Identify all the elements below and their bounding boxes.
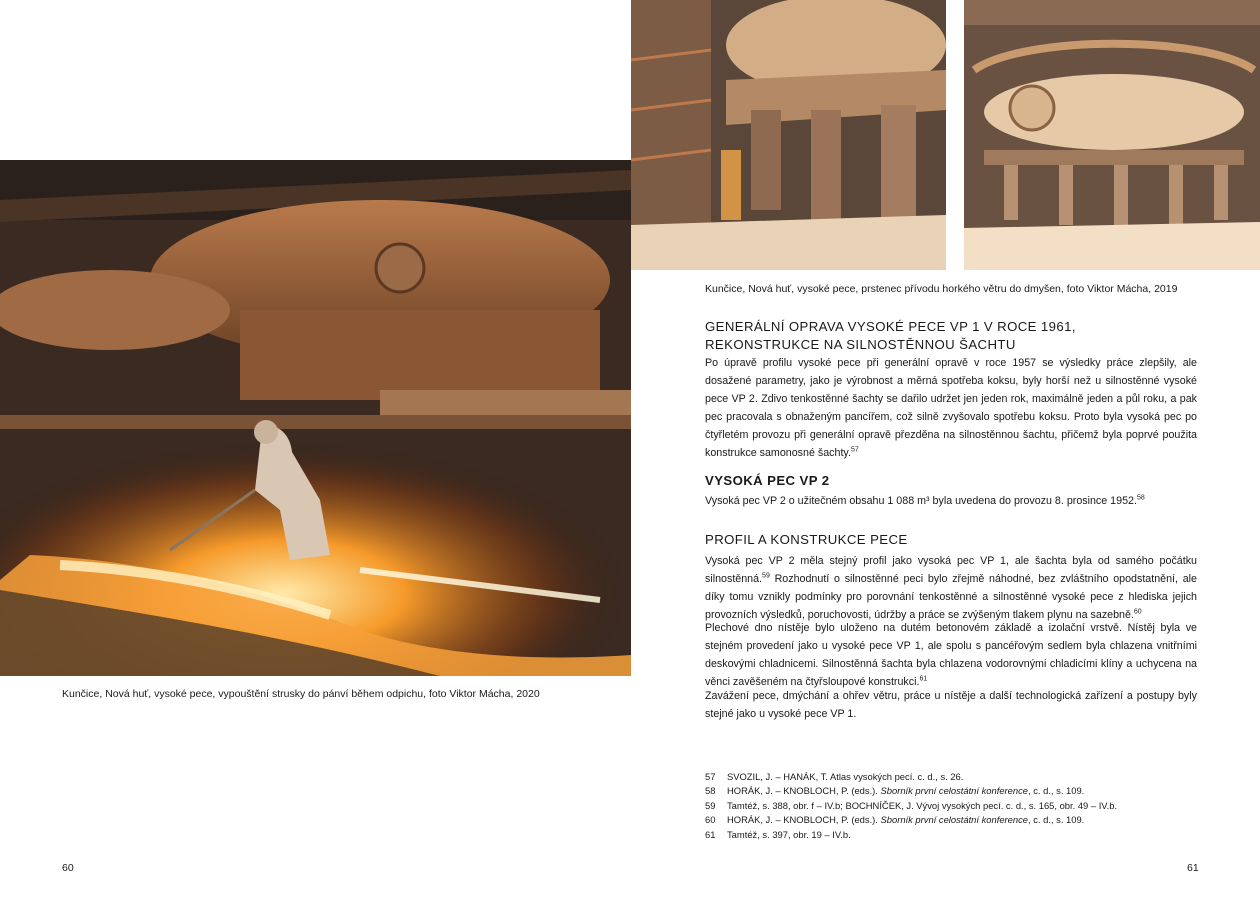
footnote-ref-61: 61	[919, 675, 928, 683]
top-photo-left	[631, 0, 946, 270]
section2-heading: VYSOKÁ PEC VP 2	[705, 473, 830, 488]
section1-paragraph: Po úpravě profilu vysoké pece při generální opravě v roce 1957 se výsledky práce zlepšily, ale dosažené parametry, jako je výrobnost a měrná spotřeba koksu, byly horší než u silnostěnné vysoké pece VP 2. Zdivo tenkostěnné šachty se dařilo udržet jen jeden rok, maximálně jeden a půl roku, a pak pec pracovala s obnaženým pancířem, což silně zvyšovalo spotřebu koksu. Proto byla vysoká pec po čtyřletém provozu při generální opravě přezděna na silnostěnnou šachtu, přičemž byla poprvé použita konstrukce samonosné šachty.$^{57}$	[705, 357, 1197, 459]
main-photo-illustration	[0, 160, 631, 676]
footnote-ref-59: 59	[762, 572, 770, 580]
footnote-59: 59 Tamtéž, s. 388, obr. f – IV.b; BOCHNÍČEK, J. Vývoj vysokých pecí. c. d., s. 165, obr. 49 – IV.b.	[705, 799, 1118, 811]
section3-paragraph1: Vysoká pec VP 2 měla stejný profil jako vysoká pec VP 1, ale šachta byla od samého počátku silnostěnná.$^{59}$ Rozhodnutí o silnostěnné peci bylo zřejmě náhodné, bez zvláštního opodstatnění, ale díky tomu vznikly podmínky pro porovnání tenkostěnné a silnostěnné vysoké pece z hlediska jejich provozních výsledků, poruchovosti, údržby a práce se zvýšeným tlakem plynu na sazebně.$^{60}$	[705, 555, 1197, 621]
section1-heading-line1: GENERÁLNÍ OPRAVA VYSOKÉ PECE VP 1 V ROCE 1961,	[705, 319, 1076, 334]
footnote-58: 58 HORÁK, J. – KNOBLOCH, P. (eds.). Sborník první celostátní konference, c. d., s. 109.	[705, 785, 1085, 797]
top-photo-left-illustration	[631, 0, 946, 270]
footnote-60: 60 HORÁK, J. – KNOBLOCH, P. (eds.). Sborník první celostátní konference, c. d., s. 109.	[705, 814, 1085, 826]
footnote-57: 57 SVOZIL, J. – HANÁK, T. Atlas vysokých pecí. c. d., s. 26.	[705, 771, 964, 782]
footnote-ref-58: 58	[1136, 494, 1145, 502]
main-photo	[0, 160, 631, 676]
section1-heading	[705, 318, 1076, 354]
section3-heading: PROFIL A KONSTRUKCE PECE	[705, 532, 908, 547]
right-photo-caption: Kunčice, Nová huť, vysoké pece, prstenec přívodu horkého větru do dmyšen, foto Viktor Mácha, 2019	[705, 283, 1178, 295]
section3-paragraph3: Zavážení pece, dmýchání a ohřev větru, práce u nístěje a další technologická zařízení a postupy byly stejné jako u vysoké pece VP 1.	[705, 690, 1197, 720]
footnotes	[705, 770, 1205, 842]
section1-heading-line2: REKONSTRUKCE NA SILNOSTĚNNOU ŠACHTU	[705, 337, 1016, 352]
left-photo-caption: Kunčice, Nová huť, vysoké pece, vypouštění strusky do pánví během odpichu, foto Viktor Mácha, 2020	[62, 688, 540, 700]
footnote-61: 61 Tamtéž, s. 397, obr. 19 – IV.b.	[705, 828, 851, 840]
footnote-ref-57: 57	[850, 446, 859, 454]
section3-paragraph2: Plechové dno nístěje bylo uloženo na dutém betonovém základě a izolační vrstvě. Nístěj byla ve stejném provedení jako u vysoké pece VP 1, ale spolu s pancéřovým sedlem byla chlazena vnitřními deskovými chladnicemi. Silnostěnná šachta byla chlazena vodorovnými chladicími klíny a uchycena na věnci zavěšeném na čtyřsloupové konstrukci.$^{61}$	[705, 622, 1197, 688]
footnote-ref-60: 60	[1133, 608, 1142, 616]
page-number-right: 61	[1187, 862, 1199, 874]
top-photo-right-illustration	[964, 0, 1260, 270]
page-number-left: 60	[62, 862, 74, 874]
top-photo-right	[964, 0, 1260, 270]
section2-paragraph: Vysoká pec VP 2 o užitečném obsahu 1 088 m³ byla uvedena do provozu 8. prosince 1952.58	[705, 494, 1145, 507]
